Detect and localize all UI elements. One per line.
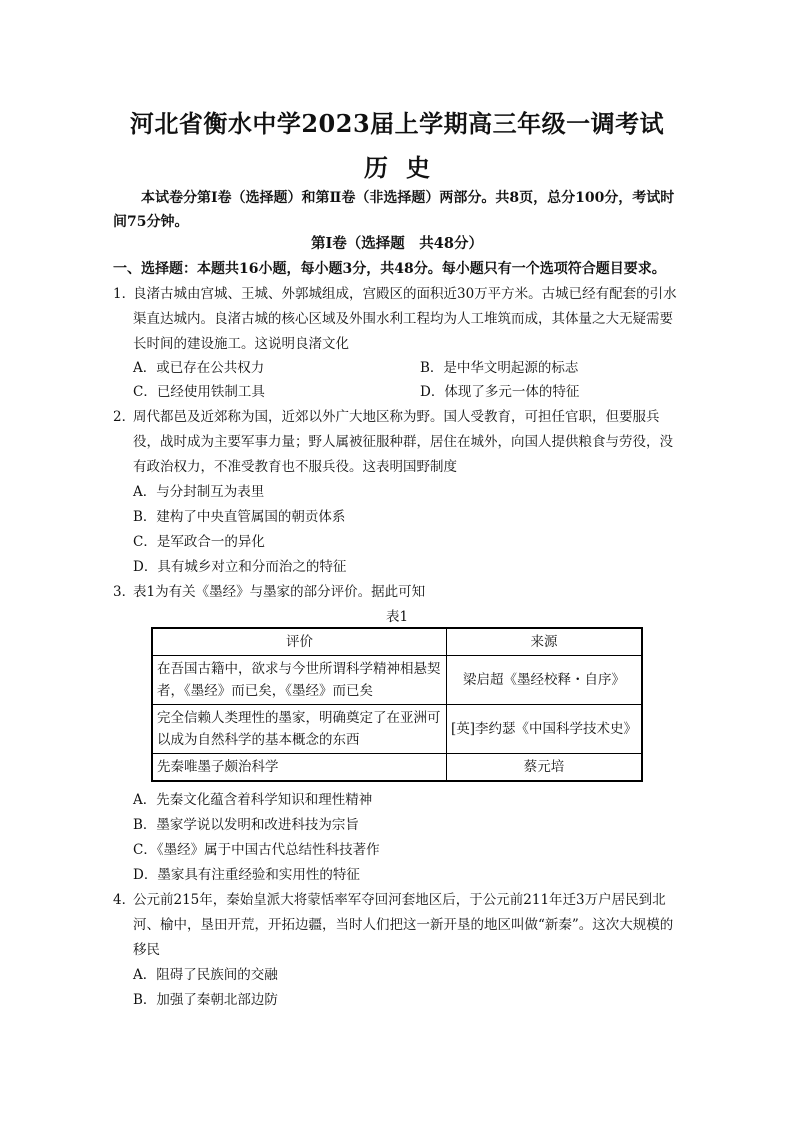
option-c: C．是军政合一的异化 [133,534,265,550]
question-stem: 良渚古城由宫城、王城、外郭城组成，宫殿区的面积近30万平方米。古城已经有配套的引水渠直达城内。良渚古城的核心区域及外围水利工程均为人工堆筑而成，其体量之大无疑需要长时间的建设施工。这说明良渚文化 [133,286,677,352]
question-number: 2． [113,409,136,425]
option-a: A．与分封制互为表里 [133,484,265,500]
question-stem: 公元前215年，秦始皇派大将蒙恬率军夺回河套地区后，于公元前211年迁3万户居民到北河、榆中，垦田开荒，开拓边疆，当时人们把这一新开垦的地区叫做“新秦”。这次大规模的移民 [133,892,674,958]
table-header-row [152,628,642,656]
table-caption: 表1 [385,609,409,625]
question-number: 1． [113,286,136,302]
option-d: D．具有城乡对立和分而治之的特征 [133,559,347,575]
option-b: B．是中华文明起源的标志 [420,360,579,376]
option-c: C．《墨经》属于中国古代总结性科技著作 [133,842,380,858]
table-cell: 梁启超《墨经校释・自序》 [446,656,642,705]
table-row [152,754,642,782]
question-number: 3． [113,584,136,600]
table-cell: 先秦唯墨子颇治科学 [152,754,446,782]
question-stem: 周代都邑及近郊称为国，近郊以外广大地区称为野。国人受教育，可担任官职，但要服兵役，战时成为主要军事力量；野人属被征服种群，居住在城外，向国人提供粮食与劳役，没有政治权力，不准受教育也不服兵役。这表明国野制度 [133,409,673,475]
subject-title: 历史 [364,153,448,182]
section-title: 第Ⅰ卷（选择题 共48分） [311,235,483,252]
section-instructions: 一、选择题：本题共16小题，每小题3分，共48分。每小题只有一个选项符合题目要求。 [113,261,666,277]
question-stem: 表1为有关《墨经》与墨家的部分评价。据此可知 [133,584,426,600]
exam-title: 河北省衡水中学2023届上学期高三年级一调考试 [129,109,665,138]
option-a: A．先秦文化蕴含着科学知识和理性精神 [133,792,373,808]
table-header: 评价 [152,628,446,656]
table-row [152,705,642,754]
option-d: D．体现了多元一体的特征 [420,384,580,400]
option-a: A．或已存在公共权力 [133,360,265,376]
question-4 [113,888,685,963]
option-a: A．阻碍了民族间的交融 [133,967,278,983]
option-c: C．已经使用铁制工具 [133,384,265,400]
question-number: 4． [113,892,136,908]
question-1 [113,282,685,357]
option-b: B．墨家学说以发明和改进科技为宗旨 [133,817,359,833]
table-cell: 在吾国古籍中，欲求与今世所谓科学精神相悬契者，《墨经》而已矣，《墨经》而已矣 [152,656,446,705]
exam-intro: 本试卷分第Ⅰ卷（选择题）和第Ⅱ卷（非选择题）两部分。共8页，总分100分，考试时间75分钟。 [113,190,675,230]
option-b: B．建构了中央直管属国的朝贡体系 [133,509,346,525]
question-3 [113,580,685,605]
evaluation-table [151,627,643,782]
option-d: D．墨家具有注重经验和实用性的特征 [133,867,360,883]
question-2 [113,405,685,480]
table-cell: [英]李约瑟《中国科学技术史》 [446,705,642,754]
option-b: B．加强了秦朝北部边防 [133,992,278,1008]
table-row [152,656,642,705]
table-header: 来源 [446,628,642,656]
table-cell: 完全信赖人类理性的墨家，明确奠定了在亚洲可以成为自然科学的基本概念的东西 [152,705,446,754]
table-cell: 蔡元培 [446,754,642,782]
